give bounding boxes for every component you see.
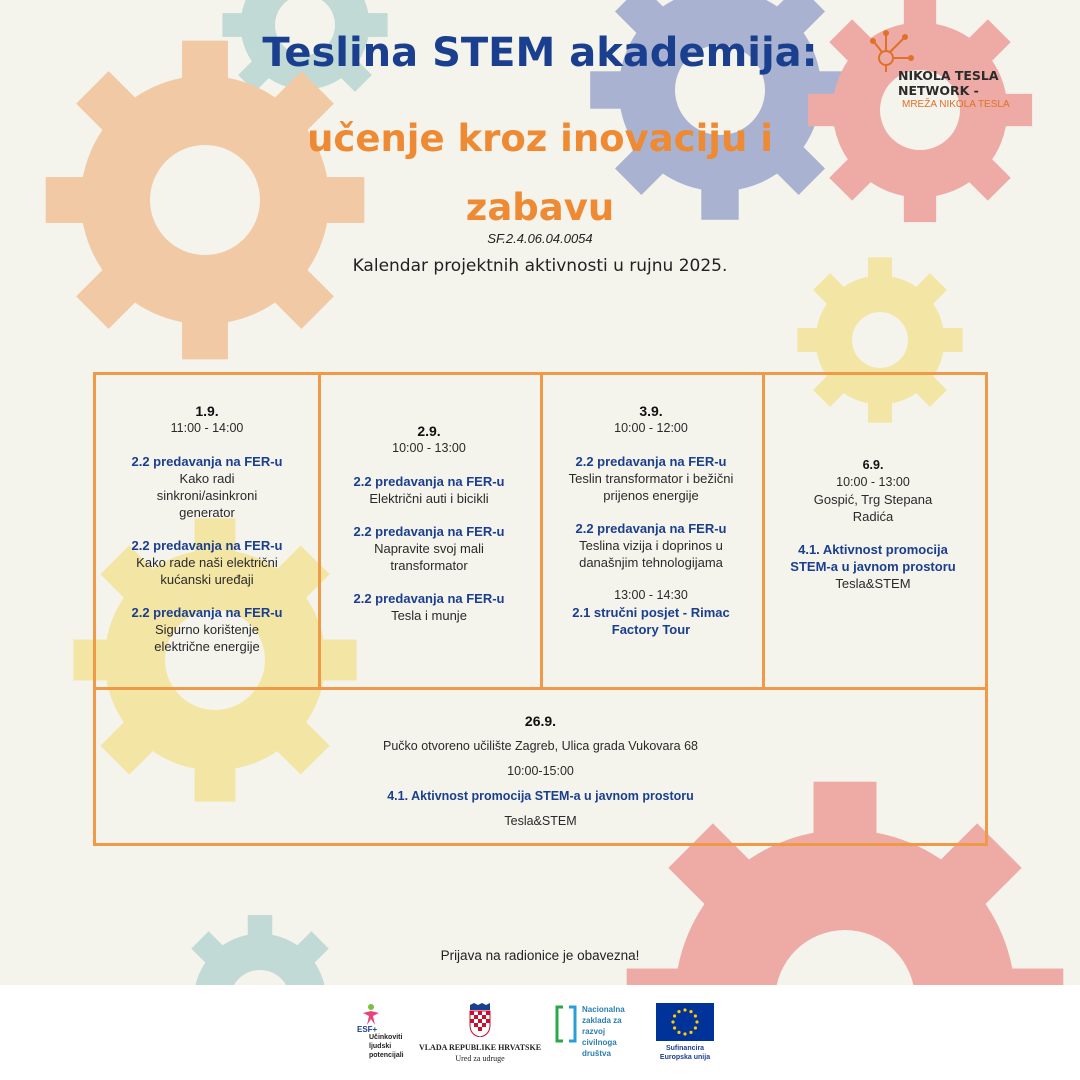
brand-line2: NETWORK - xyxy=(898,83,979,98)
eu-flag-icon xyxy=(656,1003,714,1041)
divider xyxy=(540,375,543,687)
gov-office: Ured za udruge xyxy=(455,1054,505,1063)
event-time: 10:00-15:00 xyxy=(507,764,574,778)
event-heading: 2.2 predavanja na FER-u xyxy=(131,454,283,469)
event-heading: 4.1. Aktivnost promocija STEM-a u javnom prostoru xyxy=(387,789,694,803)
calendar-subtitle: Kalendar projektnih aktivnosti u rujnu 2025. xyxy=(352,256,728,276)
event-heading: 2.1 stručni posjet - Rimac Factory Tour xyxy=(572,605,730,637)
esf-figure-icon xyxy=(359,1003,383,1027)
event-date: 26.9. xyxy=(524,713,557,729)
eu-logo xyxy=(650,1003,720,1073)
event-location: Gospić, Trg Stepana Radića xyxy=(813,492,933,524)
event-heading: 2.2 predavanja na FER-u xyxy=(353,524,505,539)
foundation-text: civilnoga xyxy=(582,1038,617,1047)
foundation-text: razvoj xyxy=(582,1027,606,1036)
event-time: 11:00 - 14:00 xyxy=(170,421,244,435)
calendar-cell-day1 xyxy=(104,403,310,655)
brand-line1: NIKOLA TESLA xyxy=(898,68,999,83)
divider xyxy=(96,687,985,690)
event-date: 2.9. xyxy=(417,423,441,439)
event-heading: 2.2 predavanja na FER-u xyxy=(131,605,283,620)
bracket-icon xyxy=(555,1005,577,1043)
esf-logo xyxy=(355,1003,415,1068)
event-heading: 4.1. Aktivnost promocija STEM-a u javnom prostoru xyxy=(790,542,956,574)
calendar-cell-day4 xyxy=(770,457,976,592)
event-heading: 2.2 predavanja na FER-u xyxy=(131,538,283,553)
event-topic: Sigurno korištenje električne energije xyxy=(154,622,260,654)
esf-label: ESF+ xyxy=(357,1025,378,1034)
event-heading: 2.2 predavanja na FER-u xyxy=(575,521,727,536)
event-date: 6.9. xyxy=(862,458,884,472)
registration-note: Prijava na radionice je obavezna! xyxy=(440,948,640,963)
event-date: 1.9. xyxy=(195,403,219,419)
event-time: 10:00 - 13:00 xyxy=(836,475,910,489)
eu-text: Europska unija xyxy=(659,1054,711,1061)
esf-text: ljudski xyxy=(369,1043,392,1050)
event-topic: Tesla&STEM xyxy=(835,576,911,591)
funding-logos-footer xyxy=(0,985,1080,1080)
national-foundation-logo xyxy=(555,1003,640,1073)
project-code: SF.2.4.06.04.0054 xyxy=(487,231,593,246)
event-topic: Električni auti i bicikli xyxy=(369,491,489,506)
calendar-cell-day3 xyxy=(548,403,754,638)
event-topic: Teslin transformator i bežični prijenos energije xyxy=(568,471,734,503)
event-topic: Teslina vizija i doprinos u današnjim tehnologijama xyxy=(579,538,723,570)
event-topic: Tesla i munje xyxy=(391,608,467,623)
divider xyxy=(762,375,765,687)
brand-line3: MREŽA NIKOLA TESLA xyxy=(902,99,1010,110)
foundation-text: zaklada za xyxy=(582,1016,622,1025)
event-time: 10:00 - 12:00 xyxy=(614,421,688,435)
event-time: 13:00 - 14:30 xyxy=(614,588,688,602)
divider xyxy=(318,375,321,687)
event-time: 10:00 - 13:00 xyxy=(392,441,466,455)
event-date: 3.9. xyxy=(639,403,663,419)
foundation-text: društva xyxy=(582,1049,611,1058)
esf-text: potencijali xyxy=(369,1052,404,1059)
event-topic: Kako rade naši električni kućanski uređaji xyxy=(136,555,278,587)
calendar-cell-day2 xyxy=(326,423,532,624)
croatian-coat-of-arms-icon xyxy=(468,1003,492,1037)
eu-text: Sufinancira xyxy=(665,1045,705,1052)
activity-calendar xyxy=(93,372,988,846)
event-location: Pučko otvoreno učilište Zagreb, Ulica grada Vukovara 68 xyxy=(383,739,698,753)
calendar-cell-day5 xyxy=(96,713,985,830)
event-topic: Napravite svoj mali transformator xyxy=(374,541,484,573)
foundation-text: Nacionalna xyxy=(582,1005,625,1014)
page-title-subline: učenje kroz inovaciju i zabavu xyxy=(307,117,773,229)
event-heading: 2.2 predavanja na FER-u xyxy=(353,474,505,489)
event-topic: Tesla&STEM xyxy=(504,814,577,828)
page-title: Teslina STEM akademija: xyxy=(262,30,818,76)
gov-title: VLADA REPUBLIKE HRVATSKE xyxy=(418,1043,542,1052)
event-heading: 2.2 predavanja na FER-u xyxy=(575,454,727,469)
event-topic: Kako radi sinkroni/asinkroni generator xyxy=(156,471,258,520)
croatian-government-logo xyxy=(418,1003,542,1073)
esf-text: Učinkoviti xyxy=(369,1034,403,1041)
event-heading: 2.2 predavanja na FER-u xyxy=(353,591,505,606)
